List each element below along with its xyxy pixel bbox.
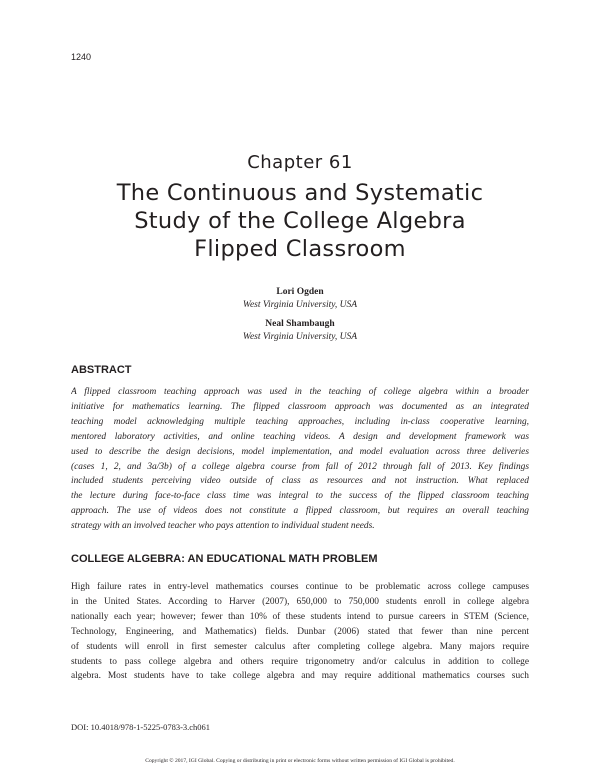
title-line: Flipped Classroom [194, 236, 406, 262]
text-line: in the United States. According to Harver (2007), 650,000 to 750,000 students enroll in college algebra [71, 596, 529, 607]
text-line: High failure rates in entry-level mathematics courses continue to be problematic across college campuses [71, 582, 529, 592]
copyright-notice: Copyright © 2017, IGI Global. Copying or distributing in print or electronic forms without written permission of IGI Global is prohibited. [145, 758, 455, 764]
abstract-heading: ABSTRACT [71, 364, 132, 376]
text-line: teaching model acknowledging multiple teaching approaches, including in-class cooperative learning, [71, 416, 529, 427]
author-name: Neal Shambaugh [265, 319, 335, 329]
author-name: Lori Ogden [276, 287, 324, 297]
text-line: used to describe the design decisions, model implementation, and model evaluation across three deliveries [71, 446, 529, 457]
text-line: initiative for mathematics learning. The flipped classroom approach was documented as an integrated [71, 401, 529, 412]
text-line: the lecture during face-to-face class time was integral to the success of the flipped classroom teaching [71, 491, 529, 502]
text-line: included students perceiving video outside of class as resources and not instruction. What replaced [71, 476, 529, 487]
text-line: A flipped classroom teaching approach was used in the teaching of college algebra within a broader [71, 387, 529, 397]
text-line: mentored laboratory activities, and online teaching videos. A design and development framework was [71, 431, 529, 442]
title-line: Study of the College Algebra [134, 208, 466, 234]
section-heading: COLLEGE ALGEBRA: AN EDUCATIONAL MATH PROBLEM [71, 553, 378, 565]
text-line: (cases 1, 2, and 3a/3b) of a college algebra course from fall of 2012 through fall of 2013. Key findings [71, 461, 529, 472]
body-text [71, 580, 529, 684]
text-line: approach. The use of videos does not constitute a flipped classroom, but requires an overall teaching [71, 506, 529, 517]
author-block [0, 286, 600, 312]
text-line: algebra. Most students have to take college algebra and may require additional mathematics courses such [71, 671, 529, 682]
text-line: nationally each year; however; fewer than 10% of these students intend to pursue careers in STEM (Science, [71, 611, 529, 622]
chapter-title [60, 179, 540, 263]
chapter-label: Chapter 61 [247, 152, 353, 173]
text-line: students to pass college algebra and others require trigonometry and/or calculus in addition to college [71, 656, 529, 667]
text-line: of students will enroll in first semester calculus after completing college algebra. Many majors require [71, 641, 529, 652]
doi: DOI: 10.4018/978-1-5225-0783-3.ch061 [71, 722, 211, 732]
author-block [0, 318, 600, 344]
page-number: 1240 [71, 52, 92, 62]
title-line: The Continuous and Systematic [116, 180, 484, 206]
author-affiliation: West Virginia University, USA [242, 332, 358, 342]
text-line: Technology, Engineering, and Mathematics) fields. Dunbar (2006) stated that fewer than nine percent [71, 626, 529, 637]
author-affiliation: West Virginia University, USA [242, 300, 358, 310]
abstract-text [71, 385, 529, 534]
text-line: strategy with an involved teacher who pays attention to individual student needs. [71, 521, 375, 532]
